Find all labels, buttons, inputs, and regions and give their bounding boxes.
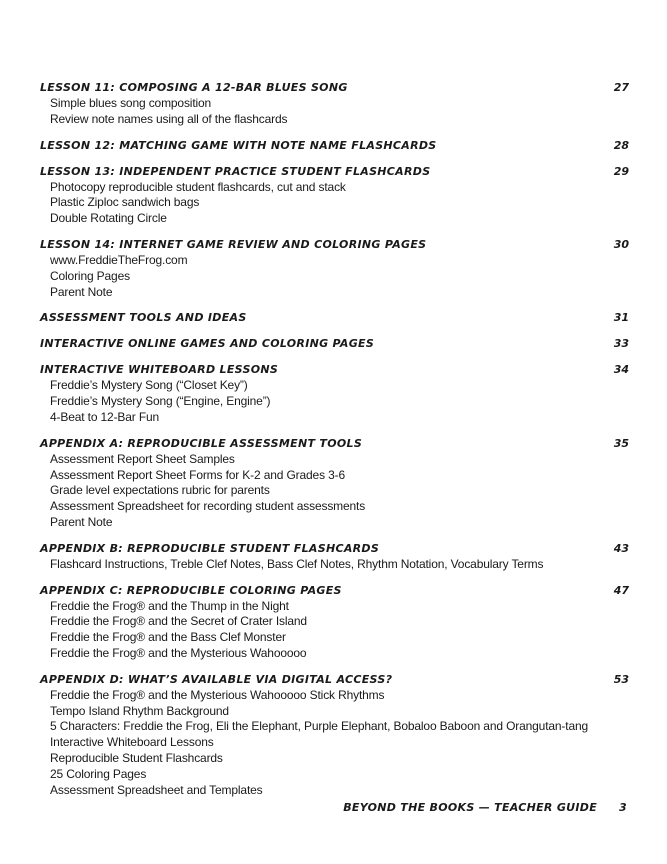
toc-item: Freddie the Frog® and the Mysterious Wahooooo Stick Rhythms: [50, 687, 385, 702]
toc-page-number: 30: [613, 237, 629, 251]
toc-item: Tempo Island Rhythm Background: [50, 703, 229, 718]
toc-section: [40, 541, 629, 573]
toc-item: Freddie the Frog® and the Secret of Crater Island: [50, 614, 307, 629]
toc-item: 5 Characters: Freddie the Frog, Eli the Elephant, Purple Elephant, Bobaloo Baboon and Orangutan-tang: [50, 719, 589, 734]
toc-heading: INTERACTIVE WHITEBOARD LESSONS: [40, 363, 279, 377]
toc-item: Grade level expectations rubric for parents: [50, 483, 270, 498]
toc-page-number: 29: [613, 164, 629, 178]
toc-page-number: 43: [613, 541, 629, 555]
toc-page-number: 35: [613, 436, 629, 450]
toc-item: Freddie the Frog® and the Bass Clef Monster: [50, 630, 286, 645]
toc-page-number: 27: [613, 81, 629, 94]
toc-heading: APPENDIX B: REPRODUCIBLE STUDENT FLASHCARDS: [40, 541, 380, 555]
toc-section: [40, 310, 629, 326]
toc-section: [40, 583, 629, 662]
toc-item: 4-Beat to 12-Bar Fun: [50, 409, 160, 424]
toc-item: www.FreddieTheFrog.com: [50, 252, 188, 267]
toc-item: Parent Note: [50, 514, 113, 529]
toc-item: Coloring Pages: [50, 268, 130, 283]
toc-item: Photocopy reproducible student flashcards, cut and stack: [50, 179, 346, 194]
toc-item: Simple blues song composition: [50, 96, 212, 110]
toc-section: [40, 164, 629, 227]
toc-heading: APPENDIX C: REPRODUCIBLE COLORING PAGES: [40, 583, 342, 597]
table-of-contents: [40, 80, 629, 798]
toc-item: Assessment Report Sheet Samples: [50, 451, 235, 466]
toc-page-number: 28: [613, 138, 629, 152]
toc-item: Reproducible Student Flashcards: [50, 750, 223, 765]
toc-item: Assessment Spreadsheet and Templates: [50, 782, 263, 797]
toc-section: [40, 436, 629, 531]
toc-item: Double Rotating Circle: [50, 211, 167, 226]
toc-section: [40, 362, 629, 425]
toc-section: [40, 237, 629, 300]
toc-page-number: 47: [613, 583, 629, 597]
toc-item: Freddie the Frog® and the Mysterious Wahooooo: [50, 645, 307, 660]
toc-item: 25 Coloring Pages: [50, 766, 147, 781]
toc-section: [40, 80, 629, 128]
toc-section: [40, 672, 629, 799]
toc-heading: ASSESSMENT TOOLS AND IDEAS: [40, 311, 247, 325]
toc-item: Freddie the Frog® and the Thump in the Night: [50, 598, 289, 613]
toc-item: Freddie’s Mystery Song (“Engine, Engine”): [50, 394, 271, 409]
toc-section: [40, 138, 629, 154]
footer-title: BEYOND THE BOOKS — TEACHER GUIDE: [343, 801, 598, 814]
toc-section: [40, 336, 629, 352]
toc-item: Interactive Whiteboard Lessons: [50, 735, 214, 750]
page-footer: [343, 801, 627, 814]
toc-heading: LESSON 13: INDEPENDENT PRACTICE STUDENT FLASHCARDS: [40, 164, 431, 178]
toc-page-number: 34: [613, 363, 629, 377]
toc-item: Review note names using all of the flashcards: [50, 111, 288, 126]
toc-item: Flashcard Instructions, Treble Clef Notes, Bass Clef Notes, Rhythm Notation, Vocabulary Terms: [50, 556, 544, 571]
toc-item: Freddie’s Mystery Song (“Closet Key”): [50, 378, 248, 393]
toc-item: Plastic Ziploc sandwich bags: [50, 195, 200, 210]
toc-item: Assessment Spreadsheet for recording student assessments: [50, 499, 366, 514]
toc-item: Assessment Report Sheet Forms for K-2 and Grades 3-6: [50, 467, 345, 482]
toc-page-number: 31: [613, 311, 629, 325]
toc-heading: LESSON 12: MATCHING GAME WITH NOTE NAME FLASHCARDS: [40, 138, 437, 152]
toc-page-number: 53: [613, 672, 629, 686]
footer-page-number: 3: [619, 801, 627, 814]
toc-heading: LESSON 14: INTERNET GAME REVIEW AND COLORING PAGES: [40, 237, 427, 251]
toc-heading: LESSON 11: COMPOSING A 12-BAR BLUES SONG: [40, 81, 348, 94]
toc-heading: APPENDIX A: REPRODUCIBLE ASSESSMENT TOOLS: [40, 436, 363, 450]
toc-page-number: 33: [613, 337, 629, 351]
toc-heading: APPENDIX D: WHAT’S AVAILABLE VIA DIGITAL ACCESS?: [40, 672, 393, 686]
toc-item: Parent Note: [50, 284, 113, 299]
toc-heading: INTERACTIVE ONLINE GAMES AND COLORING PAGES: [40, 337, 375, 351]
